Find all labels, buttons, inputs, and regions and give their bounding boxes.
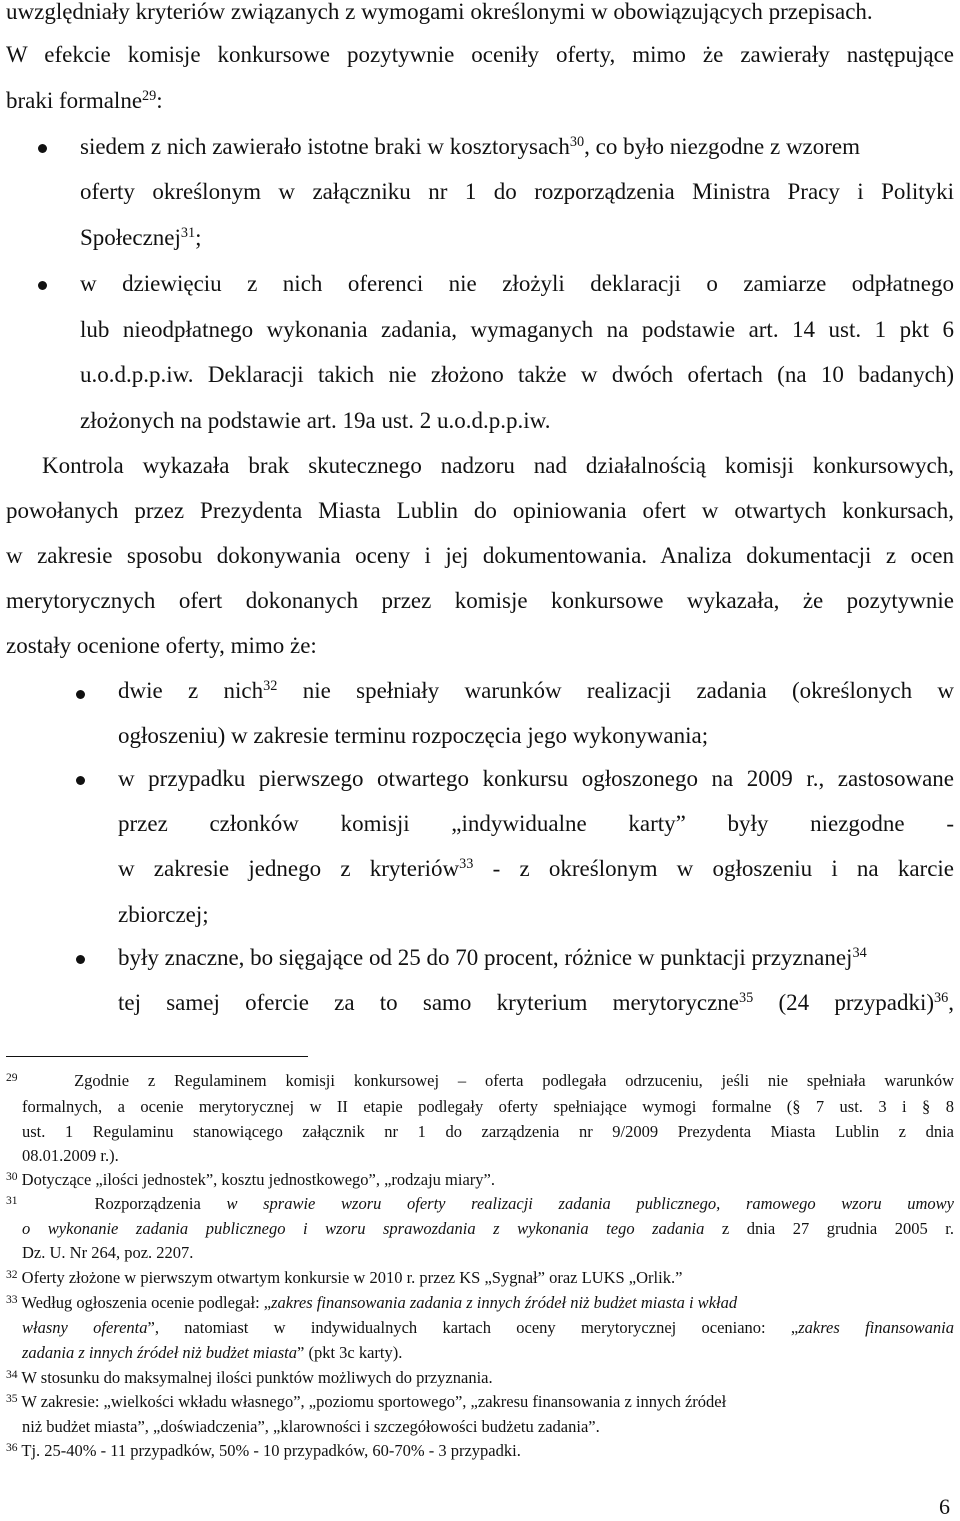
- list-item: w przypadku pierwszego otwartego konkursu ogłoszonego na 2009 r., zastosowane: [118, 766, 954, 791]
- footnote-line: własny oferenta”, natomiast w indywidualnych kartach oceny merytorycznej oceniano: „zakres finansowania: [22, 1318, 955, 1337]
- footnote: $^{33}$ Według ogłoszenia ocenie podlegał: „zakres finansowania zadania z innych źródeł niż budżet miasta i wkład: [6, 1293, 738, 1312]
- footnote-line: o wykonanie zadania publicznego i wzoru sprawozdania z wykonania tego zadania z dnia 27 grudnia 2005 r.: [22, 1219, 954, 1238]
- footnote-ref: 33: [459, 856, 474, 873]
- footnote: $^{34}$ W stosunku do maksymalnej ilości punktów możliwych do przyznania.: [6, 1368, 493, 1387]
- text-line: w zakresie sposobu dokonywania oceny i jej dokumentowania. Analiza dokumentacji z ocen: [6, 543, 954, 568]
- text-line: u.o.d.p.p.iw. Deklaracji takich nie złożono także w dwóch ofertach (na 10 badanych): [80, 362, 954, 387]
- text-line: oferty określonym w załączniku nr 1 do rozporządzenia Ministra Pracy i Polityki: [80, 179, 954, 204]
- text-line: złożonych na podstawie art. 19a ust. 2 u.o.d.p.p.iw.: [80, 408, 551, 433]
- footnote-separator: [6, 1056, 308, 1057]
- text-line: Społecznej$^{31}$;: [80, 225, 202, 250]
- footnote: $^{35}$ W zakresie: „wielkości wkładu własnego”, „poziomu sportowego”, „zakresu finansowania z innych źródeł: [6, 1392, 727, 1411]
- footnote: $^{31}$ Rozporządzenia w sprawie wzoru oferty realizacji zadania publicznego, ramowego wzoru umowy: [6, 1194, 955, 1213]
- list-item: w dziewięciu z nich oferenci nie złożyli deklaracji o zamiarze odpłatnego: [80, 271, 954, 296]
- footnote-ref: 29: [142, 88, 157, 105]
- footnote: $^{32}$ Oferty złożone w pierwszym otwartym konkursie w 2010 r. przez KS „Sygnał” oraz LUKS „Orlik.”: [6, 1268, 683, 1287]
- text-line: zbiorczej;: [118, 902, 209, 927]
- footnote-line: niż budżet miasta”, „doświadczenia”, „klarowności i szczegółowości budżetu zadania”.: [22, 1417, 600, 1436]
- footnote: $^{36}$ Tj. 25-40% - 11 przypadków, 50% - 10 przypadków, 60-70% - 3 przypadki.: [6, 1441, 521, 1460]
- footnote-line: 08.01.2009 r.).: [22, 1146, 119, 1165]
- text-line: uwzględniały kryteriów związanych z wymogami określonymi w obowiązujących przepisach.: [6, 0, 873, 24]
- bullet-icon: [38, 144, 47, 153]
- bullet-icon: [76, 955, 85, 964]
- footnote-ref: 30: [569, 134, 585, 151]
- footnote-line: Dz. U. Nr 264, poz. 2207.: [22, 1243, 194, 1262]
- text-line: lub nieodpłatnego wykonania zadania, wymaganych na podstawie art. 14 ust. 1 pkt 6: [80, 317, 954, 342]
- page-number: 6: [939, 1494, 950, 1519]
- footnote-line: zadania z innych źródeł niż budżet miasta” (pkt 3c karty).: [22, 1343, 403, 1362]
- footnote-line: ust. 1 Regulaminu stanowiącego załącznik nr 1 do zarządzenia nr 9/2009 Prezydenta Miasta Lublin z dnia: [22, 1122, 954, 1141]
- list-item: siedem z nich zawierało istotne braki w kosztorysach$^{30}$, co było niezgodne z wzorem: [80, 134, 861, 159]
- bullet-icon: [38, 281, 47, 290]
- footnote-ref: 31: [180, 225, 196, 242]
- text-line: W efekcie komisje konkursowe pozytywnie oceniły oferty, mimo że zawierały następujące: [6, 42, 954, 67]
- text-line: przez członków komisji „indywidualne karty” były niezgodne -: [118, 811, 954, 836]
- text-line: ogłoszeniu) w zakresie terminu rozpoczęcia jego wykonywania;: [118, 723, 709, 748]
- footnote-ref: 32: [263, 678, 278, 695]
- bullet-icon: [76, 690, 85, 699]
- footnote: $^{30}$ Dotyczące „ilości jednostek”, kosztu jednostkowego”, „rodzaju miary”.: [6, 1170, 495, 1189]
- text-line: braki formalne$^{29}$:: [6, 88, 163, 113]
- footnote-ref: 35: [739, 990, 754, 1007]
- text-line: w zakresie jednego z kryteriów$^{33}$ - z określonym w ogłoszeniu i na karcie: [118, 856, 954, 881]
- footnote-line: formalnych, a ocenie merytorycznej w II etapie podlegały oferty spełniające wymogi formalne (§ 7 ust. 3 i § 8: [22, 1097, 954, 1116]
- footnote-ref: 36: [934, 990, 949, 1007]
- text-line: zostały ocenione oferty, mimo że:: [6, 633, 317, 658]
- list-item: dwie z nich$^{32}$ nie spełniały warunków realizacji zadania (określonych w: [118, 678, 955, 703]
- bullet-icon: [76, 776, 85, 785]
- text-line: tej samej ofercie za to samo kryterium merytoryczne$^{35}$ (24 przypadki)$^{36}$,: [118, 990, 955, 1015]
- list-item: były znaczne, bo sięgające od 25 do 70 procent, różnice w punktacji przyznanej$^{34}$: [118, 945, 867, 970]
- footnote: $^{29}$ Zgodnie z Regulaminem komisji konkursowej – oferta podlegała odrzuceniu, jeśli nie spełniała warunków: [6, 1071, 955, 1090]
- text-line: Kontrola wykazała brak skutecznego nadzoru nad działalnością komisji konkursowych,: [42, 453, 954, 478]
- footnote-ref: 34: [852, 945, 867, 962]
- text-line: powołanych przez Prezydenta Miasta Lublin do opiniowania ofert w otwartych konkursach,: [6, 498, 954, 523]
- text-line: merytorycznych ofert dokonanych przez komisje konkursowe wykazała, że pozytywnie: [6, 588, 954, 613]
